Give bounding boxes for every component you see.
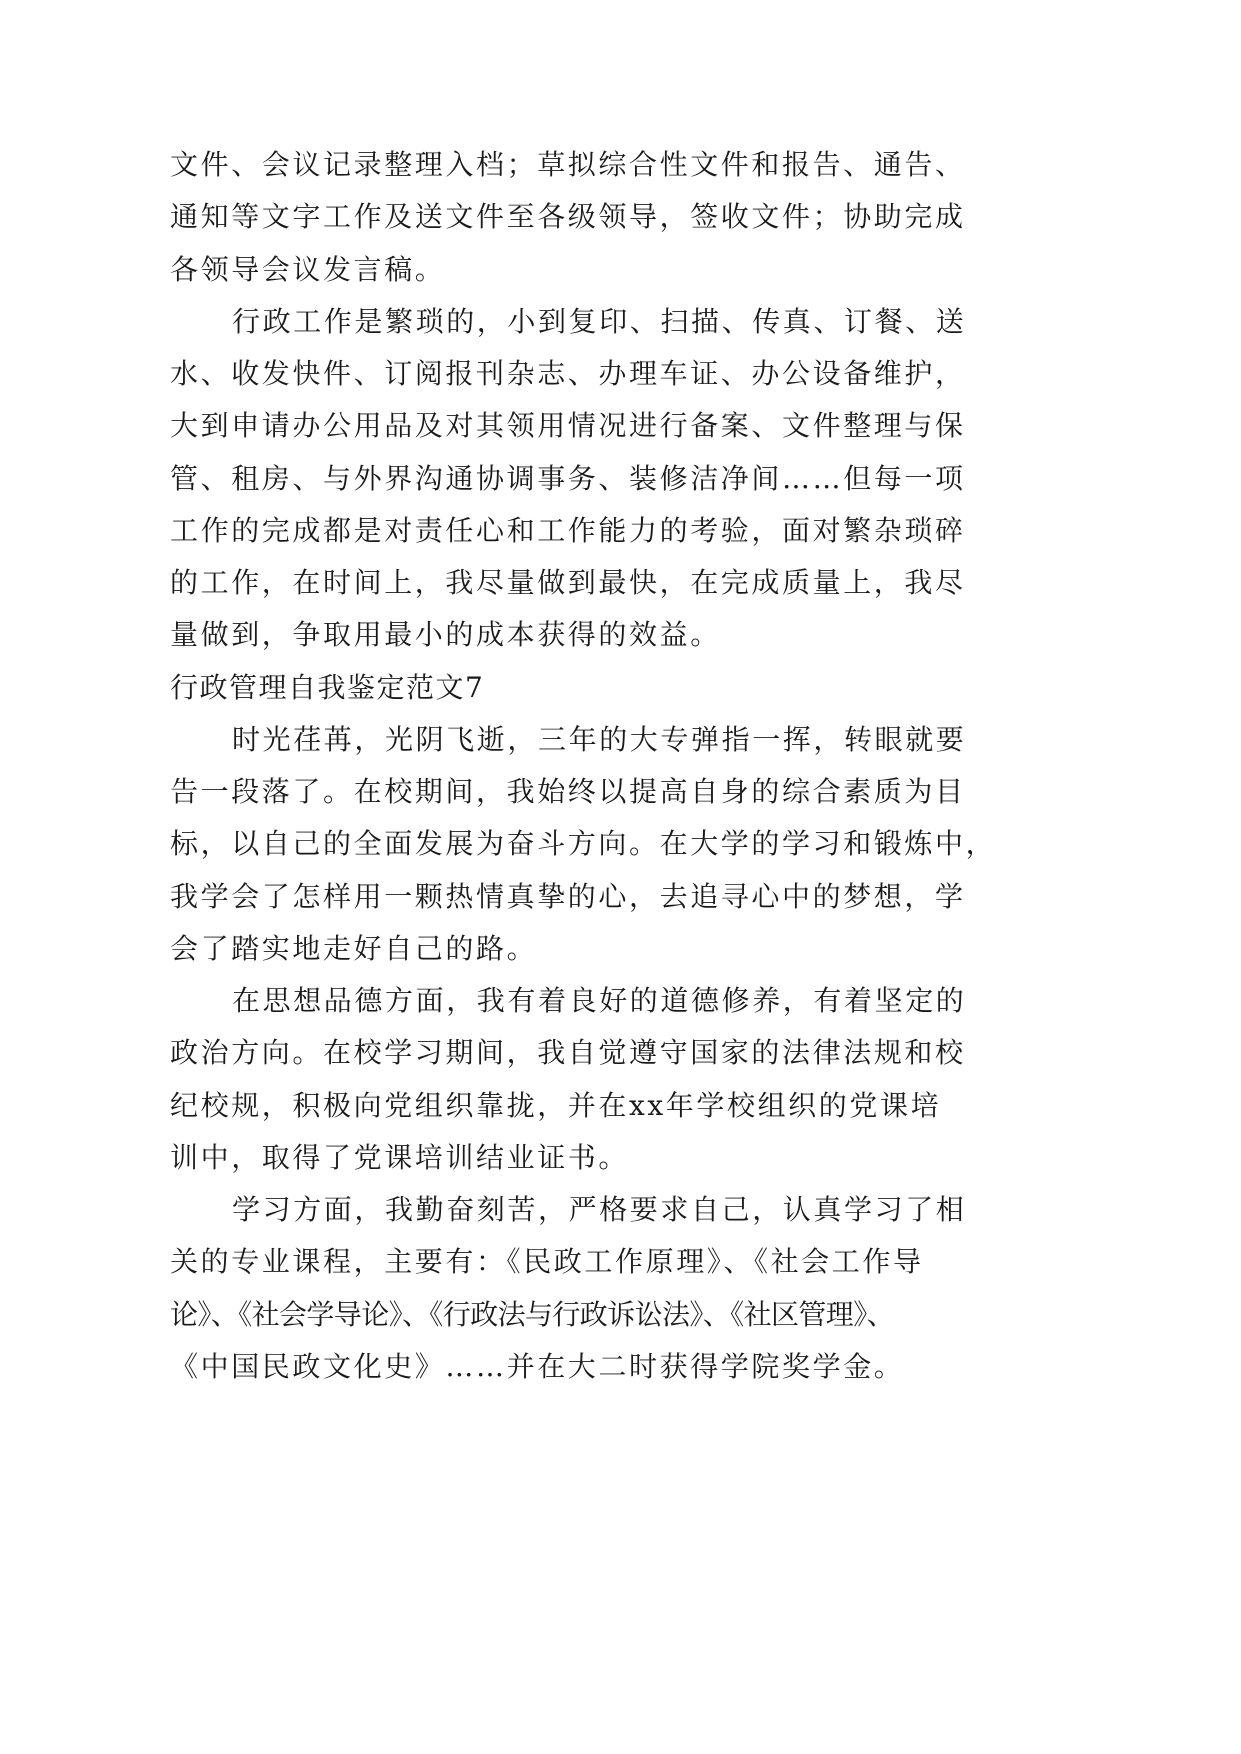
body-line: 时光荏苒，光阴飞逝，三年的大专弹指一挥，转眼就要	[232, 722, 967, 756]
body-line: 训中，取得了党课培训结业证书。	[170, 1140, 630, 1174]
body-line: 关的专业课程，主要有：《民政工作原理》、《社会工作导	[170, 1245, 924, 1279]
body-line: 通知等文字工作及送文件至各级领导，签收文件；协助完成	[170, 200, 966, 234]
paragraph-4	[170, 975, 1130, 1184]
body-line: 大到申请办公用品及对其领用情况进行备案、文件整理与保	[170, 409, 966, 443]
body-line: 各领导会议发言稿。	[170, 252, 446, 286]
body-line: 政治方向。在校学习期间，我自觉遵守国家的法律法规和校	[170, 1036, 966, 1070]
document-body	[170, 139, 1130, 1393]
paragraph-5	[170, 1184, 1130, 1393]
paragraph-2	[170, 296, 1130, 662]
paragraph-3	[170, 714, 1130, 975]
body-line: 在思想品德方面，我有着良好的道德修养，有着坚定的	[232, 984, 967, 1017]
body-line: 《中国民政文化史》……并在大二时获得学院奖学金。	[170, 1349, 905, 1383]
body-line: 标，以自己的全面发展为奋斗方向。在大学的学习和锻炼中，	[170, 827, 997, 861]
body-line: 水、收发快件、订阅报刊杂志、办理车证、办公设备维护，	[170, 357, 966, 390]
body-line: 学习方面，我勤奋刻苦，严格要求自己，认真学习了相	[232, 1193, 967, 1226]
body-line: 文件、会议记录整理入档；草拟综合性文件和报告、通告、	[170, 148, 966, 181]
body-line: 量做到，争取用最小的成本获得的效益。	[170, 618, 721, 652]
body-line: 告一段落了。在校期间，我始终以提高自身的综合素质为目	[170, 775, 966, 808]
body-line: 管、租房、与外界沟通协调事务、装修洁净间……但每一项	[170, 461, 966, 495]
body-line: 论》、《社会学导论》、《行政法与行政诉讼法》、《社区管理》、	[170, 1297, 895, 1331]
body-line: 工作的完成都是对责任心和工作能力的考验，面对繁杂琐碎	[170, 513, 966, 547]
body-line: 我学会了怎样用一颗热情真挚的心，去追寻心中的梦想，学	[170, 879, 966, 913]
body-line: 纪校规，积极向党组织靠拢，并在xx年学校组织的党课培	[170, 1088, 942, 1122]
paragraph-1	[170, 139, 1130, 296]
section-heading: 行政管理自我鉴定范文7	[170, 670, 485, 704]
body-line: 会了踏实地走好自己的路。	[170, 931, 538, 965]
body-line: 的工作，在时间上，我尽量做到最快，在完成质量上，我尽	[170, 566, 966, 599]
body-line: 行政工作是繁琐的，小到复印、扫描、传真、订餐、送	[232, 304, 967, 338]
